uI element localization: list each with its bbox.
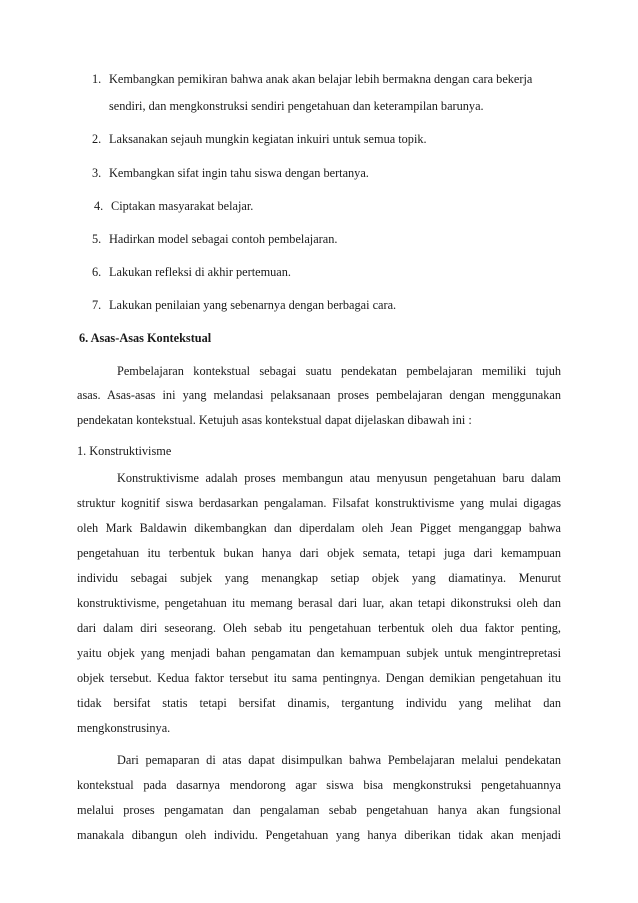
list-text: Laksanakan sejauh mungkin kegiatan inkuiri untuk semua topik. [109,132,427,146]
paragraph-line: mengkonstrusinya. [77,721,171,735]
subheading: 1. Konstruktivisme [77,444,172,458]
list-number: 5. [92,232,102,246]
paragraph-line: dari dalam diri seseorang. Oleh sebab itu pengetahuan terbentuk oleh dua faktor penting, [77,621,561,635]
paragraph-line: struktur kognitif siswa berdasarkan pengalaman. Filsafat konstruktivisme yang mulai digagas [77,496,561,510]
paragraph-line: individu sebagai subjek yang menangkap setiap objek yang diamatinya. Menurut [77,571,561,585]
list-number: 6. [92,265,102,279]
paragraph-line: pengetahuan itu terbentuk bukan hanya dari objek semata, tetapi juga dari kemampuan [77,546,561,560]
list-number: 3. [92,166,102,180]
paragraph-line: oleh Mark Baldawin dikembangkan dan diperdalam oleh Jean Pigget menganggap bahwa [77,521,561,535]
paragraph-line: Pembelajaran kontekstual sebagai suatu pendekatan pembelajaran memiliki tujuh [117,364,561,378]
list-number: 2. [92,132,102,146]
paragraph-line: pendekatan kontekstual. Ketujuh asas kontekstual dapat dijelaskan dibawah ini : [77,413,472,427]
paragraph-line: Konstruktivisme adalah proses membangun atau menyusun pengetahuan baru dalam [117,471,561,485]
list-item [92,265,291,280]
list-item [92,298,396,313]
list-text: Kembangkan pemikiran bahwa anak akan belajar lebih bermakna dengan cara bekerja [109,72,533,86]
paragraph-line: tidak bersifat statis tetapi bersifat dinamis, tergantung individu yang melihat dan [77,696,561,710]
list-text: Lakukan penilaian yang sebenarnya dengan berbagai cara. [109,298,397,312]
list-item-continuation: sendiri, dan mengkonstruksi sendiri pengetahuan dan keterampilan barunya. [109,99,484,113]
paragraph-line: melalui proses pengamatan dan pengalaman sebab pengetahuan hanya akan fungsional [77,803,561,817]
list-item [92,232,337,247]
list-item [92,132,427,147]
list-text: Lakukan refleksi di akhir pertemuan. [109,265,291,279]
list-text: Ciptakan masyarakat belajar. [111,199,254,213]
list-item [92,72,532,87]
paragraph-line: asas. Asas-asas ini yang melandasi pelaksanaan proses pembelajaran dengan menggunakan [77,388,561,402]
paragraph-line: Dari pemaparan di atas dapat disimpulkan bahwa Pembelajaran melalui pendekatan [117,753,561,767]
section-heading: 6. Asas-Asas Kontekstual [79,331,212,345]
paragraph-line: kontekstual pada dasarnya mendorong agar siswa bisa mengkonstruksi pengetahuannya [77,778,561,792]
list-text: Hadirkan model sebagai contoh pembelajaran. [109,232,338,246]
paragraph-line: konstruktivisme, pengetahuan itu memang berasal dari luar, akan tetapi dikonstruksi oleh dan [77,596,561,610]
list-number: 7. [92,298,102,312]
list-number: 4. [94,199,104,213]
list-text: Kembangkan sifat ingin tahu siswa dengan bertanya. [109,166,369,180]
list-item [92,166,369,181]
paragraph-line: yaitu objek yang menjadi bahan pengamatan dan kemampuan subjek untuk mengintrepretasi [77,646,561,660]
paragraph-line: objek tersebut. Kedua faktor tersebut itu sama pentingnya. Dengan demikian pengetahuan itu [77,671,561,685]
list-item [94,199,253,214]
paragraph-line: manakala dibangun oleh individu. Pengetahuan yang hanya diberikan tidak akan menjadi [77,828,561,842]
list-number: 1. [92,72,102,86]
